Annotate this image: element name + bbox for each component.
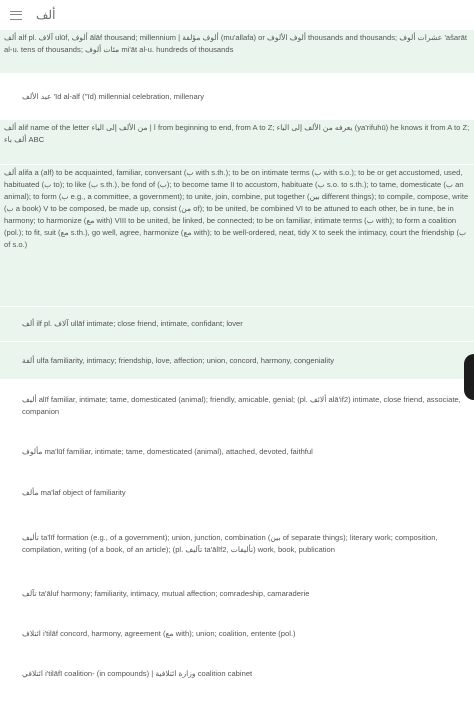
list-item[interactable] [0, 74, 474, 120]
entry-text: مألوف ma'lūf familiar, intimate; tame, domesticated (animal), attached, devoted, faithful [22, 446, 313, 456]
entry-list [0, 30, 474, 694]
top-bar [0, 0, 474, 30]
list-item[interactable] [0, 165, 474, 307]
list-item[interactable] [0, 574, 474, 614]
list-item[interactable] [0, 120, 474, 165]
list-item[interactable] [0, 432, 474, 472]
entry-text: تأليف ta'līf formation (e.g., of a government); union, junction, combination (بين of separate things); literary work; composition, compilation, writing (of a book, of an article); (pl. تآليف ta'ālīf2, تأليفات) work, book, publication [22, 532, 438, 554]
list-item[interactable] [0, 342, 474, 380]
entry-text: ائتلاف i'tilāf concord, harmony, agreement (مع with); union; coalition, entente (pol.) [22, 628, 296, 638]
entry-text: عيد الألف 'īd al-alf (''īd) millennial celebration, millenary [22, 91, 205, 101]
list-item[interactable] [0, 30, 474, 74]
entry-text: ألف alifa a (alf) to be acquainted, familiar, conversant (ب with s.th.); to be on intimate terms (ب with s.o.); to be or get accustomed, used, habituated (ب to); to like (ب s.th.), be fond of (ب); to become tame II to accustom, habituate (ب s.o. to s.th.); to tame, domesticate (ب an animal); to form (ب e.g., a committee, a government); to unite, join, combine, put together (بين different things); to compile, compose, write (ب a book) V to be composed, be made up, consist (من of); to be united, be combined VI to be attuned to each other, be in tune, be in harmony; to harmonize (مع with) VIII to be united, be linked, be connected; to be on familiar, intimate terms (ب with); to form a coalition (pol.); to fit, suit (مع s.th.), go well, agree, harmonize (مع with); to be well-ordered, neat, tidy X to seek the intimacy, court the friendship (ب of s.o.) [4, 168, 469, 249]
list-item[interactable] [0, 472, 474, 514]
entry-text: ألف ilf pl. آلاف ullāf intimate; close friend, intimate, confidant; lover [22, 319, 243, 328]
list-item[interactable] [0, 614, 474, 654]
scroll-handle[interactable] [464, 354, 474, 400]
entry-text: ألفة ulfa familiarity, intimacy; friendship, love, affection; union, concord, harmony, congeniality [22, 355, 335, 365]
entry-text: تآلف ta'āluf harmony; familiarity, intimacy, mutual affection; comradeship, camaraderie [22, 588, 310, 598]
list-item[interactable] [0, 514, 474, 574]
entry-text: أليف alīf familiar, intimate; tame, domesticated (animal); friendly, amicable, genial; (pl. ألائف alā'if2) intimate, close friend, associate, companion [22, 394, 461, 416]
entry-text: ائتلافي i'tilāfī coalition- (in compounds) | وزارة ائتلافية coalition cabinet [22, 668, 253, 678]
root-word: ألف [36, 8, 56, 22]
entry-text: مألف ma'laf object of familiarity [22, 487, 126, 497]
entry-text: ألف alf pl. آلاف ulūf, ألوف ālāf thousand; millennium | ألوف مؤلفة (mu'allafa) or ألوف الألوف thousands and thousands; عشرات ألوف 'ašarāt al-u. tens of thousands; مئات ألوف mi'āt al-u. hundreds of thousands [4, 33, 468, 54]
list-item[interactable] [0, 307, 474, 342]
list-item[interactable] [0, 654, 474, 694]
entry-text: ألف alif name of the letter ا | من الألف إلى الياء from beginning to end, from A to Z; يعرفه من الألف إلى الياء (ya'rifuhū) he knows it from A to Z; ألف باء ABC [4, 123, 470, 144]
menu-icon[interactable] [10, 11, 22, 20]
list-item[interactable] [0, 380, 474, 432]
